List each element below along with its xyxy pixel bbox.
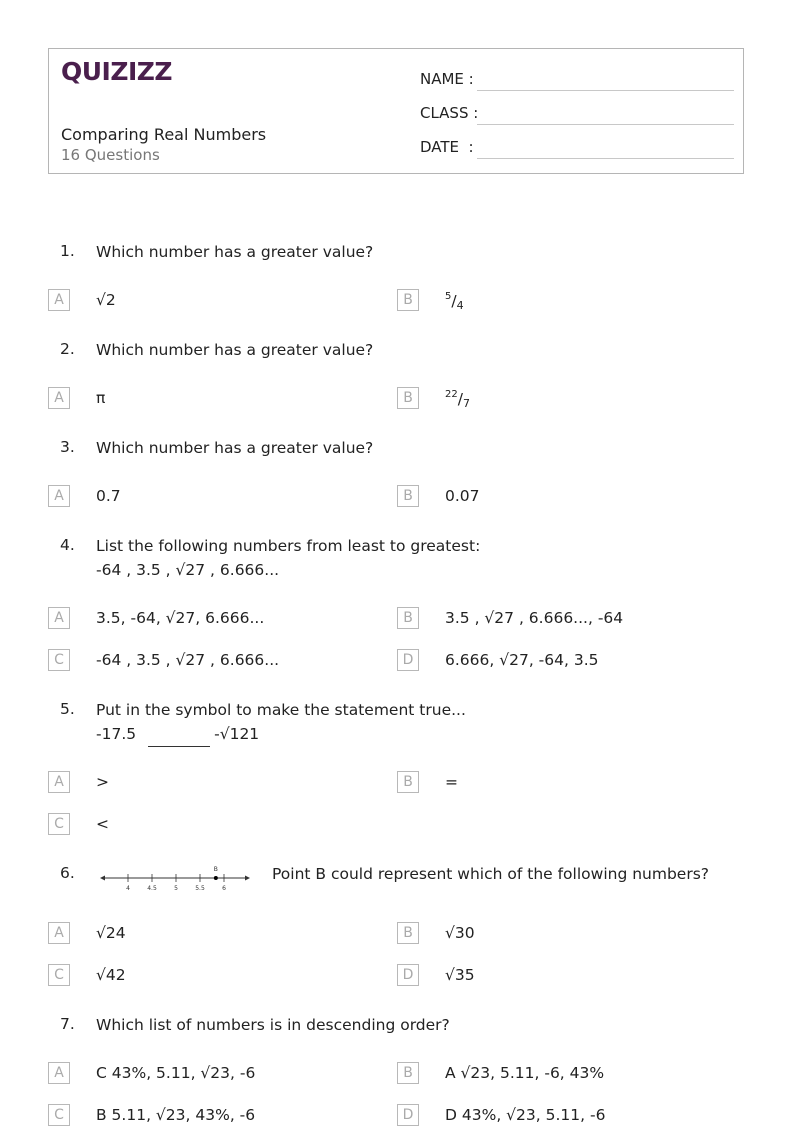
- name-label: NAME :: [420, 70, 474, 88]
- question-text: Point B could represent which of the following numbers?: [272, 865, 710, 883]
- question-text: List the following numbers from least to greatest:: [96, 537, 481, 555]
- right-arrow-icon: [245, 876, 250, 881]
- option-text: 3.5, -64, √27, 6.666...: [96, 609, 265, 627]
- right-value: -√121: [214, 725, 260, 743]
- option-letter-box[interactable]: A: [48, 771, 70, 793]
- worksheet-header: [48, 48, 744, 174]
- class-line[interactable]: [477, 124, 734, 125]
- option-text: √24: [96, 924, 126, 942]
- number-line-tick-label: 4.5: [147, 885, 157, 892]
- option-letter-box[interactable]: B: [397, 387, 419, 409]
- option-text: B 5.11, √23, 43%, -6: [96, 1106, 256, 1124]
- number-line-tick-label: 6: [222, 885, 226, 892]
- option-letter-box[interactable]: A: [48, 387, 70, 409]
- question-text: Put in the symbol to make the statement true...: [96, 701, 466, 719]
- question-number: 4.: [60, 536, 75, 554]
- question-number: 7.: [60, 1015, 75, 1033]
- option-letter-box[interactable]: D: [397, 964, 419, 986]
- option-letter-box[interactable]: C: [48, 649, 70, 671]
- worksheet-title: Comparing Real Numbers: [61, 125, 267, 144]
- fraction-numerator: 22: [445, 389, 458, 400]
- option-text: 0.07: [445, 487, 480, 505]
- option-letter-box[interactable]: D: [397, 649, 419, 671]
- left-value: -17.5: [96, 725, 137, 743]
- option-letter-box[interactable]: A: [48, 607, 70, 629]
- option-text: 3.5 , √27 , 6.666..., -64: [445, 609, 624, 627]
- question-subtext: -64 , 3.5 , √27 , 6.666...: [96, 561, 280, 579]
- name-line[interactable]: [477, 90, 734, 91]
- option-text: √42: [96, 966, 126, 984]
- question-number: 6.: [60, 864, 75, 882]
- number-line-tick-label: 4: [126, 885, 130, 892]
- option-text: D 43%, √23, 5.11, -6: [445, 1106, 606, 1124]
- option-letter-box[interactable]: B: [397, 922, 419, 944]
- question-text: Which number has a greater value?: [96, 243, 374, 261]
- option-text: -64 , 3.5 , √27 , 6.666...: [96, 651, 280, 669]
- class-field[interactable]: [420, 101, 734, 125]
- fraction-denominator: 4: [456, 299, 464, 312]
- option-text: C 43%, 5.11, √23, -6: [96, 1064, 256, 1082]
- option-letter-box[interactable]: B: [397, 771, 419, 793]
- option-text: 6.666, √27, -64, 3.5: [445, 651, 599, 669]
- option-letter-box[interactable]: B: [397, 1062, 419, 1084]
- option-text: A √23, 5.11, -6, 43%: [445, 1064, 605, 1082]
- question-number: 3.: [60, 438, 75, 456]
- number-line-tick-label: 5: [174, 885, 178, 892]
- class-label: CLASS :: [420, 104, 479, 122]
- number-line-image: [100, 864, 252, 894]
- option-text: <: [96, 815, 109, 833]
- option-letter-box[interactable]: A: [48, 485, 70, 507]
- question-text: Which number has a greater value?: [96, 439, 374, 457]
- fraction-numerator: 5: [445, 291, 452, 302]
- option-letter-box[interactable]: B: [397, 289, 419, 311]
- option-letter-box[interactable]: B: [397, 607, 419, 629]
- option-letter-box[interactable]: A: [48, 1062, 70, 1084]
- option-text: >: [96, 773, 109, 791]
- number-line-tick-label: 5.5: [195, 885, 205, 892]
- option-fraction: $^{22}/_7$: [445, 389, 470, 410]
- option-letter-box[interactable]: D: [397, 1104, 419, 1126]
- question-number: 5.: [60, 700, 75, 718]
- option-letter-box[interactable]: A: [48, 289, 70, 311]
- name-field[interactable]: [420, 67, 734, 91]
- question-subtext: [96, 722, 259, 747]
- option-fraction: $^5/_4$: [445, 291, 464, 312]
- fraction-denominator: 7: [462, 397, 470, 410]
- date-line[interactable]: [477, 158, 734, 159]
- point-b-label: B: [213, 866, 218, 873]
- answer-blank[interactable]: [148, 722, 210, 747]
- question-text: Which number has a greater value?: [96, 341, 374, 359]
- left-arrow-icon: [100, 876, 105, 881]
- option-text: 0.7: [96, 487, 121, 505]
- date-label: DATE :: [420, 138, 474, 156]
- date-field[interactable]: [420, 135, 734, 159]
- option-letter-box[interactable]: C: [48, 964, 70, 986]
- option-text: =: [445, 773, 458, 791]
- option-text: √35: [445, 966, 475, 984]
- option-text: π: [96, 389, 106, 407]
- quizizz-logo[interactable]: QUIZIZZ: [61, 57, 173, 86]
- option-letter-box[interactable]: C: [48, 813, 70, 835]
- question-text: Which list of numbers is in descending order?: [96, 1016, 450, 1034]
- option-letter-box[interactable]: C: [48, 1104, 70, 1126]
- option-text: √30: [445, 924, 475, 942]
- option-letter-box[interactable]: B: [397, 485, 419, 507]
- option-letter-box[interactable]: A: [48, 922, 70, 944]
- question-count: 16 Questions: [61, 146, 160, 164]
- option-text: √2: [96, 291, 116, 309]
- question-number: 2.: [60, 340, 75, 358]
- point-b-marker: [214, 876, 218, 880]
- question-number: 1.: [60, 242, 75, 260]
